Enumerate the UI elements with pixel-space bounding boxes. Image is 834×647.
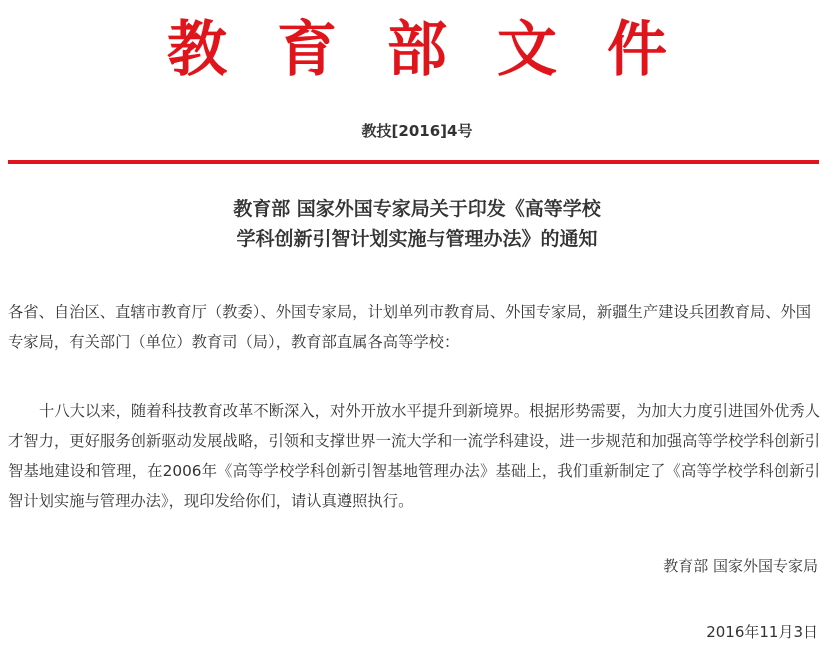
notice-title-line-2: 学科创新引智计划实施与管理办法》的通知	[236, 228, 598, 250]
document-number: 教技[2016]4号	[361, 122, 473, 140]
document-header-title: 教育部文件	[167, 15, 717, 85]
notice-title-line-1: 教育部 国家外国专家局关于印发《高等学校	[233, 198, 601, 220]
header-divider	[8, 160, 819, 164]
body-paragraph: 十八大以来，随着科技教育改革不断深入，对外开放水平提升到新境界。根据形势需要，为加大力度引进国外优秀人才智力，更好服务创新驱动发展战略，引领和支撑世界一流大学和一流学科建设，进一步规范和加强高等学校学科创新引智基地建设和管理，在2006年《高等学校学科创新引智基地管理办法》基础上，我们重新制定了《高等学校学科创新引智计划实施与管理办法》，现印发给你们，请认真遵照执行。	[8, 402, 820, 510]
signature: 教育部 国家外国专家局	[663, 557, 818, 575]
issue-date: 2016年11月3日	[706, 623, 818, 641]
addressee-paragraph: 各省、自治区、直辖市教育厅（教委）、外国专家局，计划单列市教育局、外国专家局，新疆生产建设兵团教育局、外国专家局，有关部门（单位）教育司（局），教育部直属各高等学校：	[8, 303, 812, 351]
notice-title	[0, 194, 834, 254]
